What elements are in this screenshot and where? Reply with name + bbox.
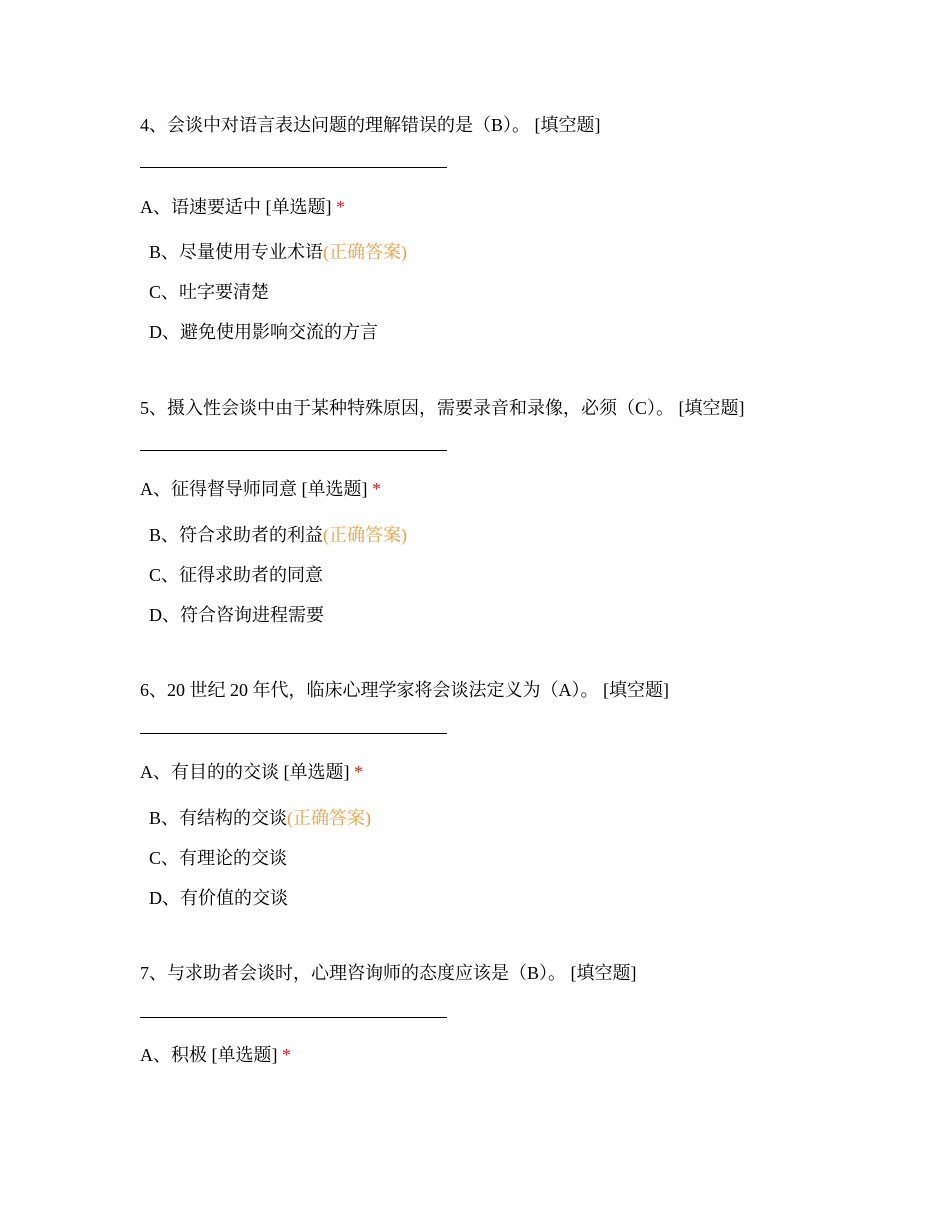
answer-blank-line[interactable] <box>140 167 447 168</box>
option-b[interactable] <box>149 239 407 265</box>
option-a-label: A、语速要适中 [单选题] <box>140 197 336 217</box>
option-b[interactable] <box>149 805 371 831</box>
option-b[interactable] <box>149 522 407 548</box>
required-mark: * <box>354 762 363 782</box>
correct-answer-label: (正确答案) <box>323 242 408 262</box>
question-text: 5、摄入性会谈中由于某种特殊原因，需要录音和录像，必须（C）。 [填空题] <box>140 398 745 418</box>
question-text: 7、与求助者会谈时，心理咨询师的态度应该是（B）。 [填空题] <box>140 963 637 983</box>
option-d[interactable]: D、符合咨询进程需要 <box>149 605 324 625</box>
required-mark: * <box>372 479 381 499</box>
answer-blank-line[interactable] <box>140 450 447 451</box>
question-block-5 <box>140 395 860 635</box>
option-a[interactable] <box>140 759 363 785</box>
option-b-label: B、有结构的交谈 <box>149 808 288 828</box>
correct-answer-label: (正确答案) <box>323 525 408 545</box>
required-mark: * <box>336 197 345 217</box>
answer-blank-line[interactable] <box>140 1017 447 1018</box>
option-a[interactable] <box>140 1042 291 1068</box>
option-c[interactable]: C、吐字要清楚 <box>149 282 270 302</box>
question-block-7 <box>140 960 860 1080</box>
question-block-6 <box>140 677 860 917</box>
option-a-label: A、有目的的交谈 [单选题] <box>140 762 354 782</box>
option-d[interactable]: D、有价值的交谈 <box>149 888 288 908</box>
correct-answer-label: (正确答案) <box>287 808 372 828</box>
option-c[interactable]: C、有理论的交谈 <box>149 848 288 868</box>
question-text: 4、会谈中对语言表达问题的理解错误的是（B）。 [填空题] <box>140 115 601 135</box>
option-c[interactable]: C、征得求助者的同意 <box>149 565 324 585</box>
option-b-label: B、尽量使用专业术语 <box>149 242 324 262</box>
required-mark: * <box>282 1045 291 1065</box>
option-d[interactable]: D、避免使用影响交流的方言 <box>149 322 378 342</box>
question-text: 6、20 世纪 20 年代，临床心理学家将会谈法定义为（A）。 [填空题] <box>140 680 669 700</box>
option-a-label: A、积极 [单选题] <box>140 1045 282 1065</box>
option-a-label: A、征得督导师同意 [单选题] <box>140 479 372 499</box>
question-block-4 <box>140 112 860 352</box>
option-a[interactable] <box>140 476 381 502</box>
option-b-label: B、符合求助者的利益 <box>149 525 324 545</box>
answer-blank-line[interactable] <box>140 733 447 734</box>
option-a[interactable] <box>140 194 345 220</box>
